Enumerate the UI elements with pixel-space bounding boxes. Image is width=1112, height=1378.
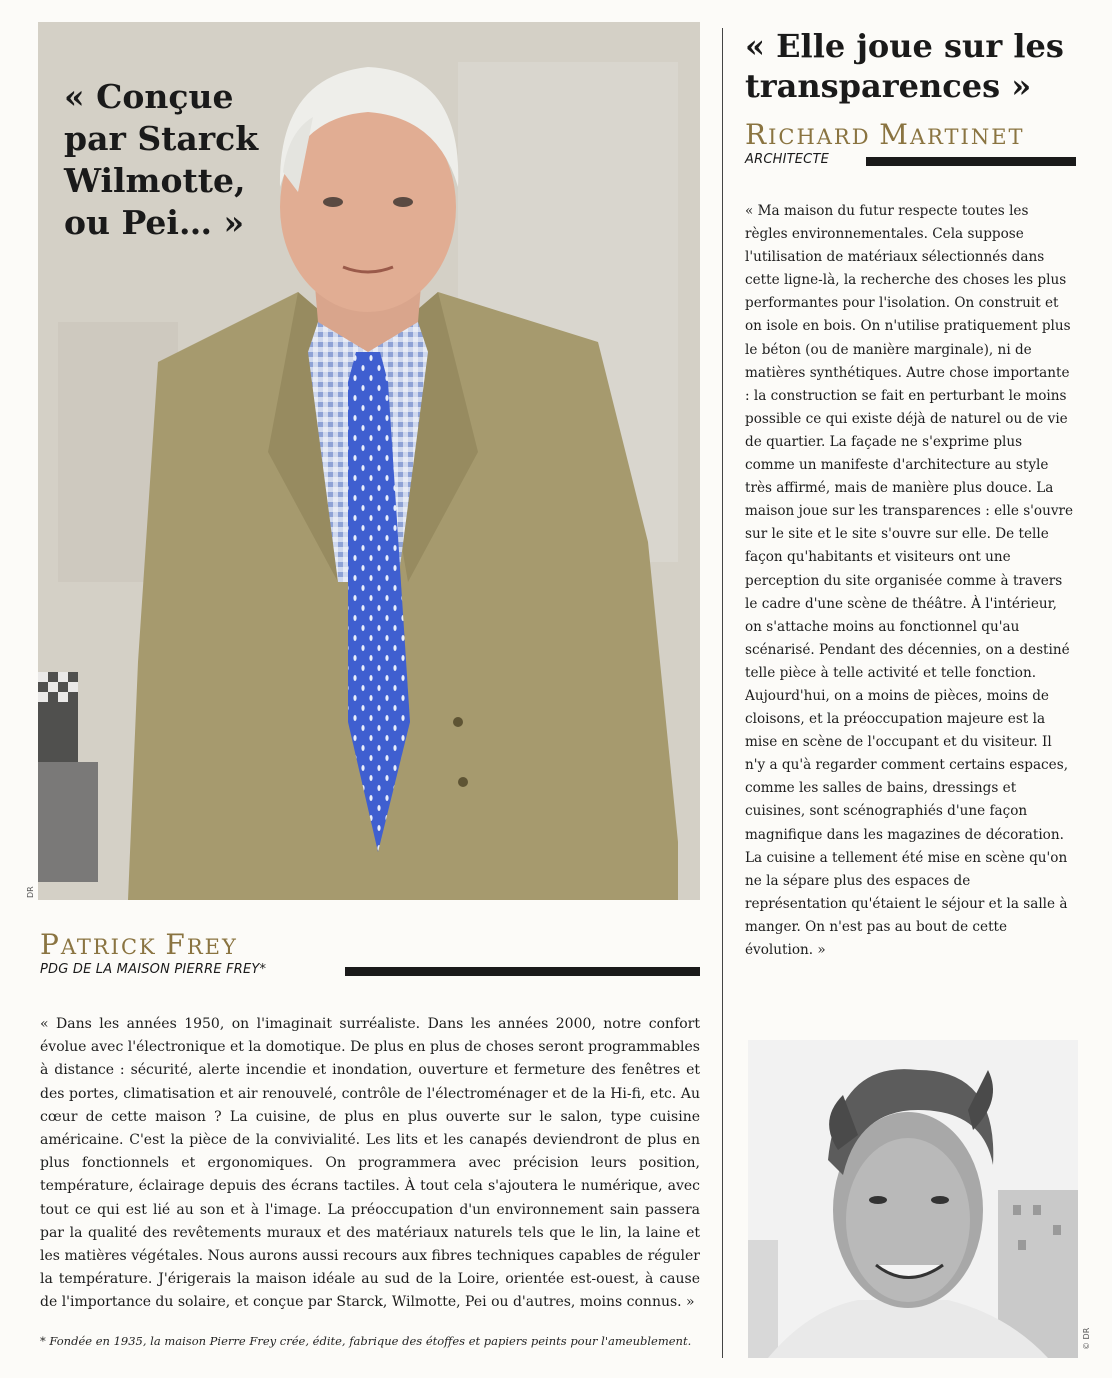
name-rest: ATRICK (60, 935, 166, 959)
name-initial-2: M (879, 118, 910, 151)
right-headline: « Elle joue sur les transparences » (745, 27, 1064, 105)
portrait-photo-richard-martinet (748, 1040, 1078, 1358)
name-initial: P (40, 928, 61, 961)
right-photo-credit: © DR (1082, 1327, 1091, 1350)
right-role-bar (866, 157, 1076, 166)
right-body-text: « Ma maison du futur respecte toutes les règles environnementales. Cela suppose l'utilisation de matériaux sélectionnés dans cette ligne-là, la recherche des choses les plus performantes pour l'isolation. On construit et on isole en bois. On n'utilise pratiquement plus le béton (ou de manière marginale), ni de matières synthétiques. Autre chose importante : la construction se fait en perturbant le moins possible ce qui existe déjà de naturel ou de vie de quartier. La façade ne s'exprime plus comme un manifeste d'architecture au style très affirmé, mais de manière plus douce. La maison joue sur les transparences : elle s'ouvre sur le site et le site s'ouvre sur elle. De telle façon qu'habitants et visiteurs ont une perception du site organisée comme à travers le cadre d'une scène de théâtre. À l'intérieur, on s'attache moins au fonctionnel qu'au scénarisé. Pendant des décennies, on a destiné telle pièce à telle activité et telle fonction. Aujourd'hui, on a moins de pièces, moins de cloisons, et la préoccupation majeure est la mise en scène de l'occupant et du visiteur. Il n'y a qu'à regarder comment certains espaces, comme les salles de bains, dressings et cuisines, sont scénographiés d'une façon magnifique dans les magazines de décoration. La cuisine a tellement été mise en scène qu'on ne la sépare plus des espaces de représentation qu'étaient le séjour et la salle à manger. On n'est pas au bout de cette évolution. » (745, 203, 1074, 958)
left-photo-credit: DR (26, 886, 35, 898)
name-initial: R (745, 118, 769, 151)
name-rest: ICHARD (768, 125, 880, 149)
name-rest-2: REY (186, 935, 238, 959)
left-role-bar (345, 967, 700, 976)
column-divider (722, 28, 723, 1358)
right-person-role: ARCHITECTE (745, 152, 829, 167)
left-body-text: « Dans les années 1950, on l'imaginait surréaliste. Dans les années 2000, notre confort évolue avec l'électronique et la domotique. De plus en plus de choses seront programmables à distance : sécurité, alerte incendie et inondation, ouverture et fermeture des fenêtres et des portes, climatisation et air renouvelé, contrôle de l'électroménager et de la Hi-fi, etc. Au cœur de cette maison ? La cuisine, de plus en plus ouverte sur le salon, type cuisine américaine. C'est la pièce de la convivialité. Les lits et les canapés deviendront de plus en plus fonctionnels et ergonomiques. On programmera avec précision leurs position, température, éclairage depuis des écrans tactiles. À tout cela s'ajoutera le numérique, avec tout ce qui est lié au son et à l'image. La préoccupation d'un environnement sain passera par la qualité des revêtements muraux et des matériaux naturels tels que le lin, la laine et les matières végétales. Nous aurons aussi recours aux fibres techniques capables de réguler la température. J'érigerais la maison idéale au sud de la Loire, orientée est-ouest, à cause de l'importance du solaire, et conçue par Starck, Wilmotte, Pei ou d'autres, moins connus. » (40, 1016, 700, 1311)
left-person-name (40, 928, 238, 961)
name-initial-2: F (165, 928, 187, 961)
left-footnote: * Fondée en 1935, la maison Pierre Frey crée, édite, fabrique des étoffes et papiers peints pour l'ameublement. (40, 1334, 692, 1348)
left-pull-quote: « Conçue par Starck Wilmotte, ou Pei… » (64, 77, 259, 242)
right-person-name (745, 118, 1025, 151)
left-person-role: PDG DE LA MAISON PIERRE FREY* (40, 962, 267, 977)
name-rest-2: ARTINET (909, 125, 1025, 149)
portrait-illustration-bw (748, 1040, 1078, 1358)
